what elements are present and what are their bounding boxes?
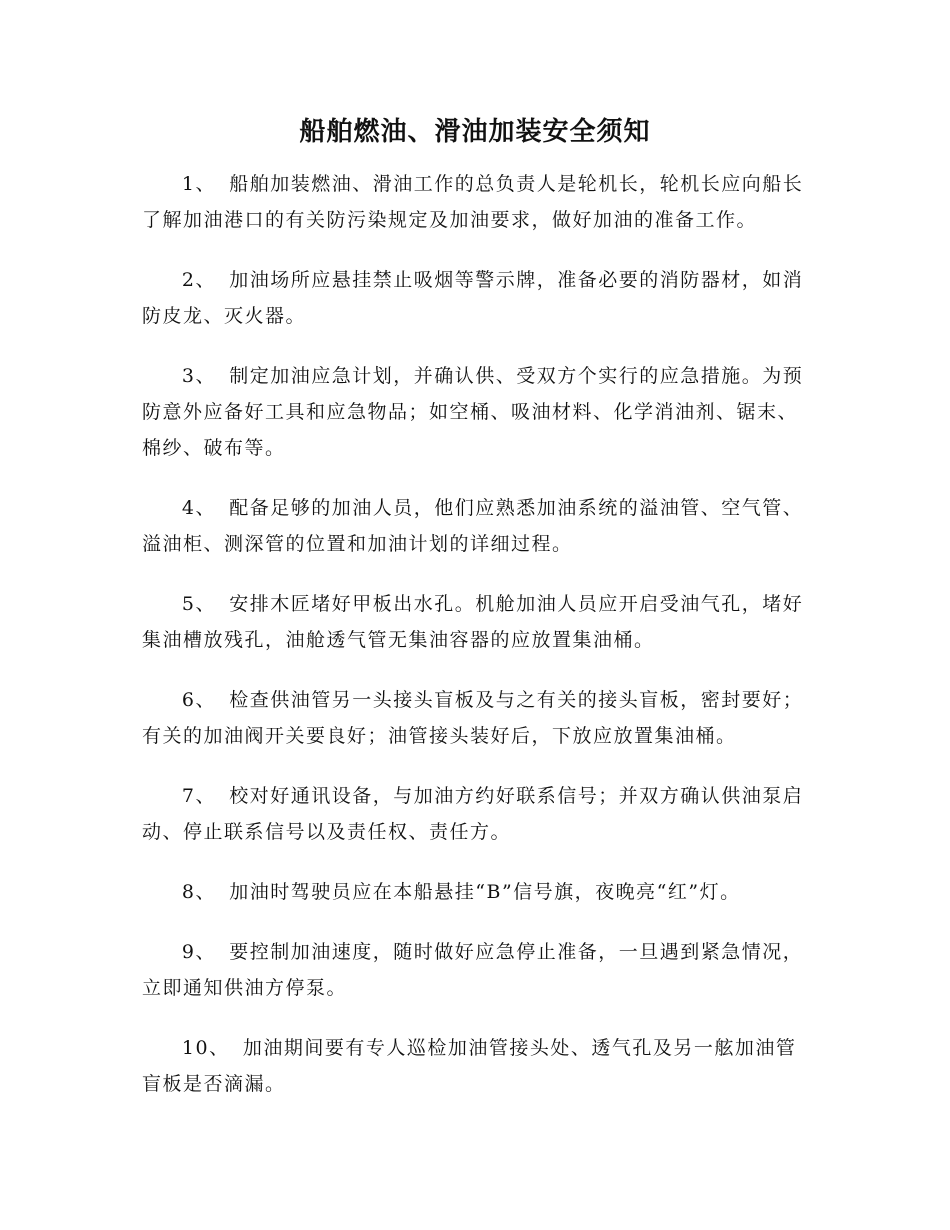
item-number: 2、 (181, 269, 216, 291)
list-item (142, 490, 804, 562)
item-number: 9、 (181, 941, 216, 963)
list-item (142, 934, 804, 1006)
list-item (142, 874, 804, 910)
list-item (142, 358, 804, 466)
item-text: 检查供油管另一头接头盲板及与之有关的接头盲板，密封要好；有关的加油阀开关要良好；油管接头装好后，下放应放置集油桶。 (142, 689, 804, 747)
item-number: 1、 (181, 173, 216, 195)
list-item (142, 1030, 804, 1102)
list-item (142, 586, 804, 658)
item-text: 安排木匠堵好甲板出水孔。机舱加油人员应开启受油气孔，堵好集油槽放残孔，油舱透气管无集油容器的应放置集油桶。 (142, 593, 804, 651)
item-text: 制定加油应急计划，并确认供、受双方个实行的应急措施。为预防意外应备好工具和应急物品；如空桶、吸油材料、化学消油剂、锯末、棉纱、破布等。 (142, 365, 804, 459)
item-number: 10、 (181, 1037, 230, 1059)
item-text: 要控制加油速度，随时做好应急停止准备，一旦遇到紧急情况，立即通知供油方停泵。 (142, 941, 804, 999)
item-text: 船舶加装燃油、滑油工作的总负责人是轮机长，轮机长应向船长了解加油港口的有关防污染规定及加油要求，做好加油的准备工作。 (142, 173, 804, 231)
list-item (142, 778, 804, 850)
item-number: 7、 (181, 785, 216, 807)
list-item (142, 682, 804, 754)
item-text: 加油期间要有专人巡检加油管接头处、透气孔及另一舷加油管盲板是否滴漏。 (142, 1037, 797, 1095)
list-item (142, 166, 804, 238)
list-item (142, 262, 804, 334)
item-text: 配备足够的加油人员，他们应熟悉加油系统的溢油管、空气管、溢油柜、测深管的位置和加油计划的详细过程。 (142, 497, 804, 555)
item-text: 加油时驾驶员应在本船悬挂“B”信号旗，夜晚亮“红”灯。 (229, 881, 741, 903)
item-number: 3、 (181, 365, 216, 387)
item-text: 加油场所应悬挂禁止吸烟等警示牌，准备必要的消防器材，如消防皮龙、灭火器。 (142, 269, 804, 327)
item-number: 5、 (181, 593, 216, 615)
item-text: 校对好通讯设备，与加油方约好联系信号；并双方确认供油泵启动、停止联系信号以及责任权、责任方。 (142, 785, 804, 843)
item-number: 8、 (181, 881, 216, 903)
document-title: 船舶燃油、滑油加装安全须知 (299, 117, 651, 147)
item-number: 4、 (181, 497, 216, 519)
item-number: 6、 (181, 689, 216, 711)
document-body (142, 166, 804, 1126)
